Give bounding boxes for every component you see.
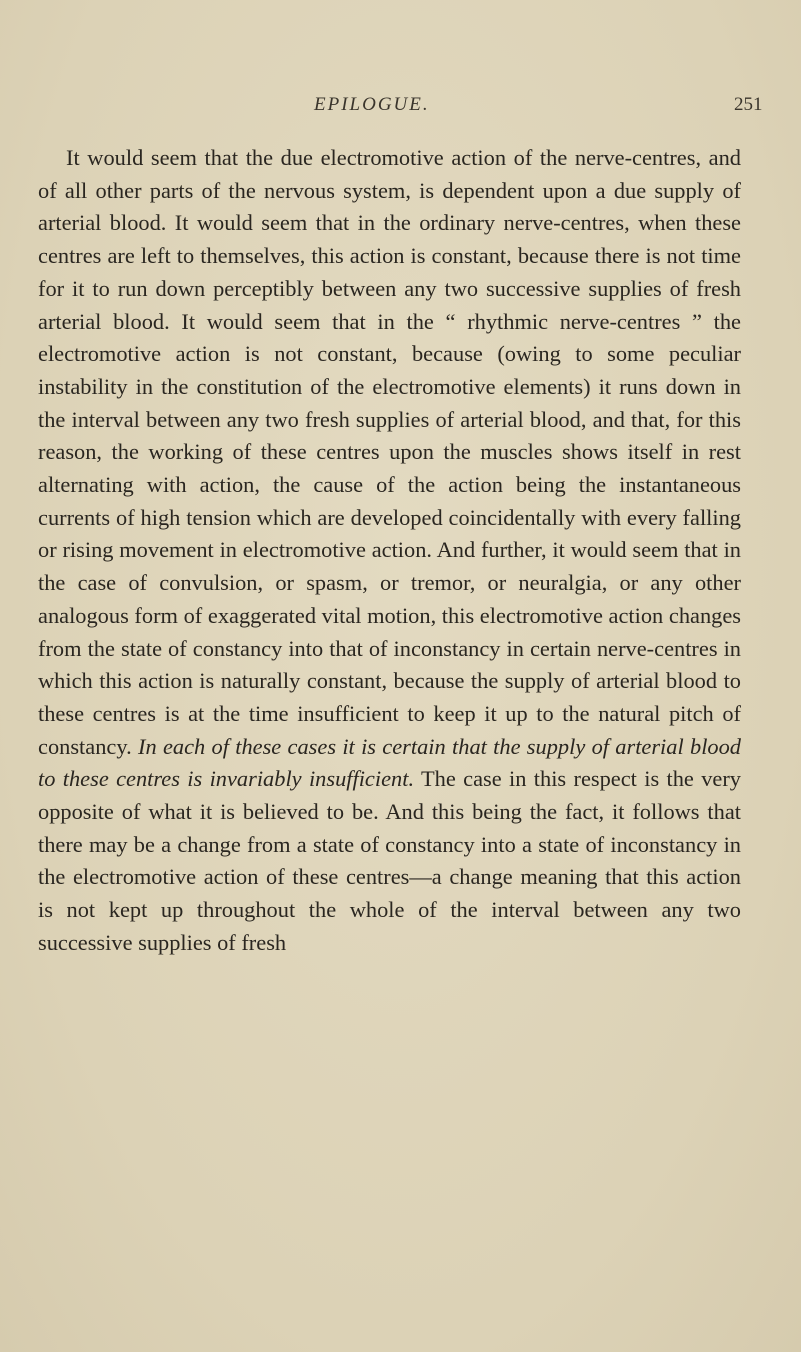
paragraph-text-before-italic: It would seem that the due electromotive action of the nerve-centres, and of all other parts of the nervous system, is dependent upon a due supply of arterial blood. It would seem that in the ordinary nerve-centres, when these centres are left to themselves, this action is constant, because there is not time for it to run down perceptibly between any two successive supplies of fresh arterial blood. It would seem that in the “ rhythmic nerve-centres ” the electromotive action is not constant, because (owing to some peculiar instability in the constitution of the electromotive elements) it runs down in the interval between any two fresh supplies of arterial blood, and that, for this reason, the working of these centres upon the muscles shows itself in rest alternating with action, the cause of the action being the instantaneous currents of high tension which are developed coincidentally with every falling or rising movement in electromotive action. And further, it would seem that in the case of convulsion, or spasm, or tremor, or neuralgia, or any other analogous form of exaggerated vital motion, this electromotive action changes from the state of constancy into that of inconstancy in certain nerve-centres in which this action is naturally constant, because the supply of arterial blood to these centres is at the time insufficient to keep it up to the natural pitch of constancy. xyxy=(38,145,741,759)
running-title: EPILOGUE. xyxy=(314,94,430,115)
running-head xyxy=(0,94,801,124)
page-number: 251 xyxy=(734,94,763,115)
italic-emphasis: In each of these cases it is certain that the supply of arterial blood to these centres is invariably insufficient. xyxy=(38,733,741,792)
paragraph-text-after-italic: The case in this respect is the very opposite of what it is believed to be. And this being the fact, it follows that there may be a change from a state of constancy into a state of inconstancy in the electromotive action of these centres—a change meaning that this action is not kept up throughout the whole of the interval between any two successive supplies of fresh xyxy=(38,766,741,955)
body-paragraph xyxy=(38,142,741,960)
